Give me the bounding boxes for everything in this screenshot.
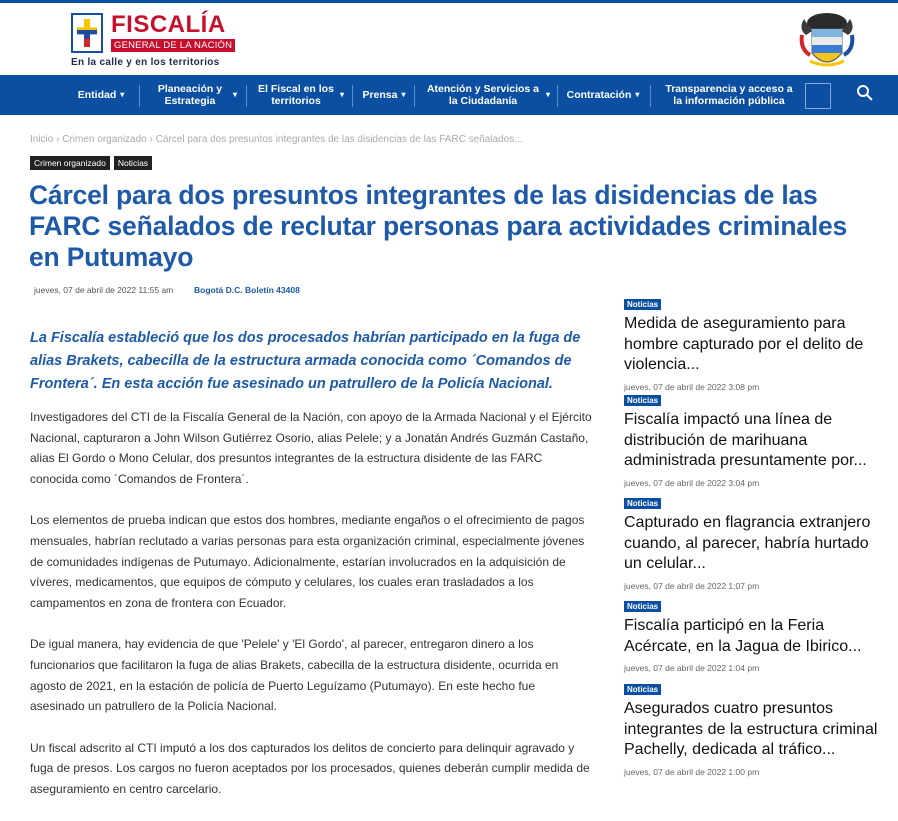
chevron-down-icon: ▾: [401, 90, 406, 99]
related-news-item[interactable]: [624, 390, 886, 488]
nav-item-atencion[interactable]: Atención y Servicios a la Ciudadanía ▾: [426, 83, 550, 107]
article-tags: [30, 156, 152, 170]
related-news-tag[interactable]: Noticias: [624, 601, 661, 612]
search-icon[interactable]: [856, 84, 874, 102]
nav-placeholder-box[interactable]: [805, 83, 831, 109]
article-date: jueves, 07 de abril de 2022 11:55 am: [34, 285, 174, 295]
article-body: [30, 407, 592, 821]
nav-item-prensa[interactable]: Prensa ▾: [362, 89, 406, 101]
article-meta: [34, 285, 300, 295]
site-header: [0, 3, 898, 75]
nav-item-planeacion[interactable]: Planeación y Estrategia ▾: [157, 83, 237, 107]
related-news-date: jueves, 07 de abril de 2022 1:07 pm: [624, 580, 760, 591]
article-paragraph: Un fiscal adscrito al CTI imputó a los dos capturados los delitos de concierto para delinquir agravado y fuga de presos. Los cargos no fueron aceptados por los procesados, quienes deberán cumplir medida de aseguramiento en centro carcelario.: [30, 740, 590, 796]
related-news-item[interactable]: [624, 294, 886, 392]
article-paragraph: Investigadores del CTI de la Fiscalía General de la Nación, con apoyo de la Armada Nacional y el Ejército Nacional, capturaron a John Wilson Gutiérrez Osorio, alias Pelele; y a Jonatán Andrés Guzmán Castaño, alias El Gordo o Mono Celular, dos presuntos integrantes de la estructura disidente de las FARC conocida como ´Comandos de Frontera´.: [30, 410, 592, 486]
article-source[interactable]: Bogotá D.C. Boletín 43408: [194, 285, 300, 295]
chevron-down-icon: ▾: [545, 90, 550, 99]
tag-crimen-organizado[interactable]: Crimen organizado: [30, 156, 110, 170]
related-news-tag[interactable]: Noticias: [624, 395, 661, 406]
tag-noticias[interactable]: Noticias: [114, 156, 152, 170]
nav-divider: [414, 85, 415, 107]
related-news-title[interactable]: Capturado en flagrancia extranjero cuando, al parecer, habría hurtado un celular...: [624, 514, 871, 572]
chevron-right-icon: ›: [56, 134, 63, 145]
nav-item-entidad[interactable]: Entidad ▾: [77, 89, 125, 101]
article-paragraph: Los elementos de prueba indican que estos dos hombres, mediante engaños o el ofrecimiento de pagos mensuales, habrían reclutado a varias personas para esta organización criminal, especialmente jóvenes de comunidades indígenas de Putumayo. Adicionalmente, estarían involucrados en la adquisición de víveres, medicamentos, que equipos de cómputo y celulares, los cuales eran trasladados a los campamentos en zona de frontera con Ecuador.: [30, 513, 585, 610]
main-navigation: [0, 75, 898, 115]
nav-item-contratacion[interactable]: Contratación ▾: [566, 89, 640, 101]
related-news-date: jueves, 07 de abril de 2022 1:00 pm: [624, 766, 760, 777]
cross-emblem-icon: [71, 13, 103, 53]
article-lead: La Fiscalía estableció que los dos procesados habrían participado en la fuga de alias Brakets, cabecilla de la estructura armada conocida como ´Comandos de Frontera´. En esta acción fue asesinado un patrullero de la Policía Nacional.: [30, 330, 581, 392]
related-news-title[interactable]: Medida de aseguramiento para hombre capturado por el delito de violencia...: [624, 315, 864, 373]
brand-subtitle: GENERAL DE LA NACIÓN: [111, 39, 235, 52]
related-news-title[interactable]: Fiscalía impactó una línea de distribución de marihuana administrada presuntamente por...: [624, 411, 867, 469]
nav-divider: [139, 85, 140, 107]
related-news-date: jueves, 07 de abril de 2022 1:04 pm: [624, 663, 760, 673]
related-news-tag[interactable]: Noticias: [624, 498, 661, 509]
chevron-down-icon: ▾: [120, 90, 125, 99]
related-news-title[interactable]: Fiscalía participó en la Feria Acércate, en la Jagua de Ibirico...: [624, 617, 862, 655]
related-news-item[interactable]: [624, 596, 886, 673]
nav-divider: [650, 85, 651, 107]
breadcrumb-home[interactable]: Inicio: [30, 134, 54, 145]
nav-divider: [352, 85, 353, 107]
related-news-tag[interactable]: Noticias: [624, 299, 661, 310]
related-news-title[interactable]: Asegurados cuatro presuntos integrantes de la estructura criminal Pachelly, dedicada al tráfico...: [624, 700, 878, 758]
related-news-date: jueves, 07 de abril de 2022 3:08 pm: [624, 381, 760, 392]
nav-item-transparencia[interactable]: Transparencia y acceso a la información pública: [665, 83, 793, 107]
chevron-down-icon: ▾: [339, 90, 344, 99]
breadcrumb: [30, 134, 523, 145]
chevron-down-icon: ▾: [232, 90, 237, 99]
breadcrumb-current: Cárcel para dos presuntos integrantes de las disidencias de las FARC señalados...: [155, 134, 523, 145]
nav-item-fiscal-territorios[interactable]: El Fiscal en los territorios ▾: [258, 83, 344, 107]
nav-divider: [557, 85, 558, 107]
breadcrumb-category[interactable]: Crimen organizado: [62, 134, 147, 145]
related-news-tag[interactable]: Noticias: [624, 684, 661, 695]
brand-slogan: En la calle y en los territorios: [71, 57, 220, 68]
article-paragraph: De igual manera, hay evidencia de que 'Pelele' y 'El Gordo', al parecer, entregaron dinero a los funcionarios que facilitaron la fuga de alias Brakets, cabecilla de la estructura disidente, ocurrida en agosto de 2021, en la estación de policía de Puerto Leguízamo (Putumayo). En este hecho fue asesinado un patrullero de la Policía Nacional.: [30, 637, 559, 714]
chevron-down-icon: ▾: [635, 90, 640, 99]
nav-divider: [246, 85, 247, 107]
brand-name: FISCALÍA: [111, 11, 226, 38]
related-news-item[interactable]: [624, 679, 886, 777]
article-title: Cárcel para dos presuntos integrantes de las disidencias de las FARC señalados de reclutar personas para actividades criminales en Putumayo: [29, 180, 848, 272]
related-news-date: jueves, 07 de abril de 2022 3:04 pm: [624, 477, 760, 488]
related-news-item[interactable]: [624, 493, 886, 591]
colombia-coat-of-arms-icon: [798, 9, 856, 73]
chevron-right-icon: ›: [149, 134, 156, 145]
